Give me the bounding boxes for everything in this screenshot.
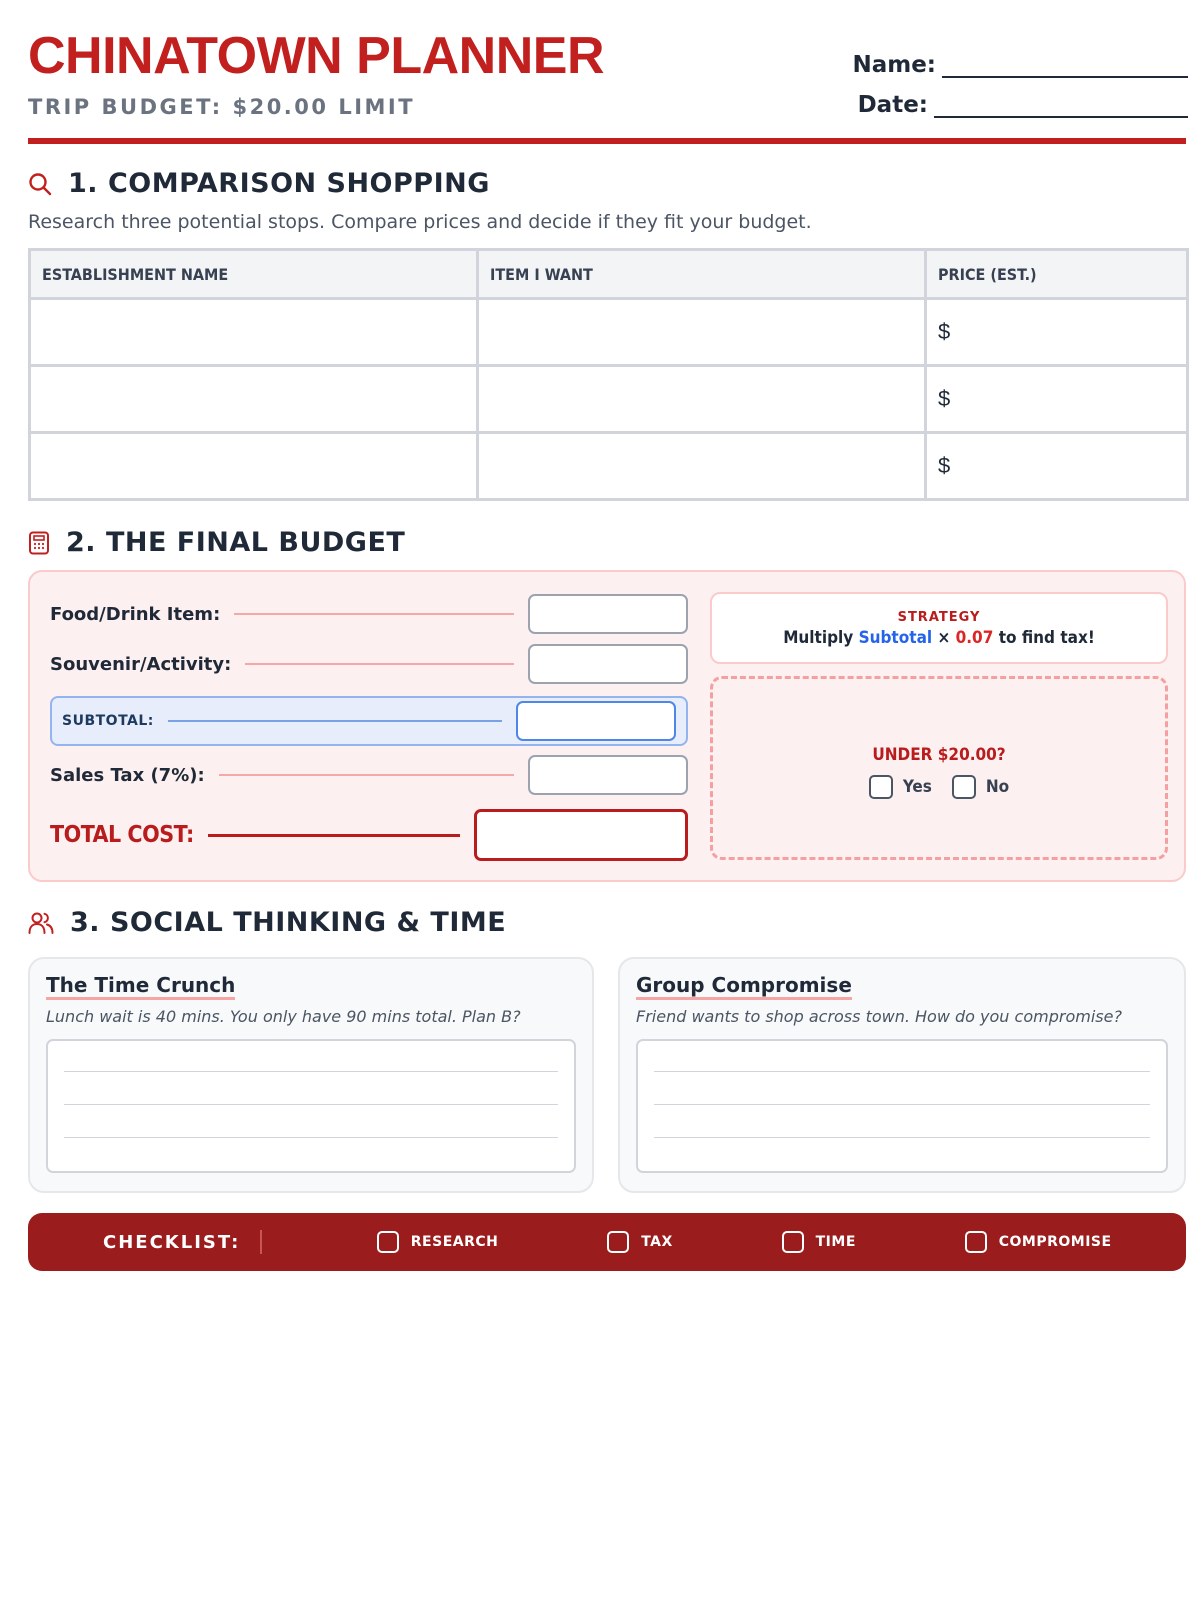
leader-line <box>208 834 460 837</box>
checklist-item-research[interactable] <box>377 1231 499 1253</box>
food-label: Food/Drink Item: <box>50 603 221 625</box>
trip-budget-subtitle: TRIP BUDGET: $20.00 LIMIT <box>28 95 416 119</box>
writing-line <box>64 1137 558 1138</box>
establishment-cell[interactable] <box>30 366 478 433</box>
yes-label: Yes <box>902 777 932 797</box>
writing-line <box>654 1137 1150 1138</box>
checklist-items <box>262 1231 1186 1253</box>
leader-line <box>219 774 514 776</box>
no-checkbox[interactable] <box>952 775 976 799</box>
no-option[interactable] <box>952 775 1009 799</box>
checklist-item-label: TAX <box>641 1234 673 1250</box>
tax-row <box>50 755 688 795</box>
section-social-heading <box>28 907 506 938</box>
section-1-title: 1. COMPARISON SHOPPING <box>68 168 490 199</box>
strategy-rate: 0.07 <box>955 628 994 648</box>
establishment-cell[interactable] <box>30 433 478 500</box>
leader-line <box>245 663 514 665</box>
table-row <box>30 366 1188 433</box>
yes-option[interactable] <box>869 775 932 799</box>
table-header-row <box>30 250 1188 299</box>
card-title: The Time Crunch <box>46 973 235 1000</box>
strategy-pre: Multiply <box>783 628 854 648</box>
souvenir-row <box>50 644 688 684</box>
souvenir-amount-box[interactable] <box>528 644 688 684</box>
no-label: No <box>985 777 1010 797</box>
price-cell[interactable]: $ <box>926 366 1188 433</box>
card-description: Lunch wait is 40 mins. You only have 90 mins total. Plan B? <box>46 1007 521 1026</box>
section-3-title: 3. SOCIAL THINKING & TIME <box>70 907 507 938</box>
item-cell[interactable] <box>478 366 926 433</box>
column-header: ESTABLISHMENT NAME <box>30 250 478 299</box>
date-line[interactable] <box>934 98 1188 118</box>
card-title: Group Compromise <box>636 973 852 1000</box>
item-cell[interactable] <box>478 299 926 366</box>
column-header: PRICE (EST.) <box>926 250 1188 299</box>
under-budget-check <box>710 676 1168 860</box>
card-description: Friend wants to shop across town. How do you compromise? <box>636 1007 1122 1026</box>
checklist-item-compromise[interactable] <box>965 1231 1112 1253</box>
table-row <box>30 299 1188 366</box>
writing-line <box>654 1104 1150 1105</box>
leader-line <box>168 720 502 722</box>
under-budget-question: UNDER $20.00? <box>872 745 1006 765</box>
leader-line <box>234 613 514 615</box>
comparison-table <box>28 248 1189 501</box>
name-label: Name: <box>852 52 936 78</box>
budget-panel <box>28 570 1186 882</box>
yes-checkbox[interactable] <box>869 775 893 799</box>
writing-line <box>64 1104 558 1105</box>
checkbox[interactable] <box>782 1231 804 1253</box>
section-comparison-heading <box>28 168 490 199</box>
strategy-post: to find tax! <box>998 628 1095 648</box>
section-1-intro: Research three potential stops. Compare prices and decide if they fit your budget. <box>28 211 812 233</box>
checklist-item-label: TIME <box>815 1234 856 1250</box>
price-cell[interactable]: $ <box>926 299 1188 366</box>
total-amount-box[interactable] <box>474 809 688 861</box>
food-amount-box[interactable] <box>528 594 688 634</box>
checklist-item-tax[interactable] <box>607 1231 673 1253</box>
establishment-cell[interactable] <box>30 299 478 366</box>
users-icon <box>28 911 54 935</box>
date-label: Date: <box>857 92 928 118</box>
subtotal-amount-box[interactable] <box>516 701 676 741</box>
group-compromise-card <box>618 957 1186 1193</box>
strategy-tip <box>710 592 1168 664</box>
subtotal-row <box>50 696 688 746</box>
strategy-text <box>712 628 1166 648</box>
search-icon <box>28 172 52 196</box>
food-row <box>50 594 688 634</box>
name-field[interactable] <box>852 52 1188 78</box>
checklist-item-label: COMPROMISE <box>998 1234 1112 1250</box>
header-divider <box>28 138 1186 144</box>
section-budget-heading <box>28 527 405 558</box>
checkbox[interactable] <box>377 1231 399 1253</box>
answer-box[interactable] <box>46 1039 576 1173</box>
checklist-bar <box>28 1213 1186 1271</box>
strategy-times: × <box>937 628 951 648</box>
calculator-icon <box>28 531 50 555</box>
page-title: CHINATOWN PLANNER <box>28 27 604 85</box>
answer-box[interactable] <box>636 1039 1168 1173</box>
checklist-label: CHECKLIST: <box>103 1231 241 1253</box>
writing-line <box>654 1071 1150 1072</box>
section-2-title: 2. THE FINAL BUDGET <box>66 527 406 558</box>
souvenir-label: Souvenir/Activity: <box>50 653 232 675</box>
total-row <box>50 809 688 861</box>
price-cell[interactable]: $ <box>926 433 1188 500</box>
checkbox[interactable] <box>965 1231 987 1253</box>
time-crunch-card <box>28 957 594 1193</box>
checkbox[interactable] <box>607 1231 629 1253</box>
writing-line <box>64 1071 558 1072</box>
tax-amount-box[interactable] <box>528 755 688 795</box>
table-row <box>30 433 1188 500</box>
strategy-label: STRATEGY <box>897 610 981 625</box>
strategy-subtotal-word: Subtotal <box>858 628 933 648</box>
subtotal-label: SUBTOTAL: <box>62 713 154 729</box>
total-label: TOTAL COST: <box>50 822 194 848</box>
date-field[interactable] <box>858 92 1188 118</box>
checklist-item-time[interactable] <box>782 1231 856 1253</box>
tax-label: Sales Tax (7%): <box>50 764 205 786</box>
name-line[interactable] <box>942 58 1188 78</box>
column-header: ITEM I WANT <box>478 250 926 299</box>
yes-no-options <box>713 775 1165 799</box>
item-cell[interactable] <box>478 433 926 500</box>
checklist-item-label: RESEARCH <box>410 1234 499 1250</box>
